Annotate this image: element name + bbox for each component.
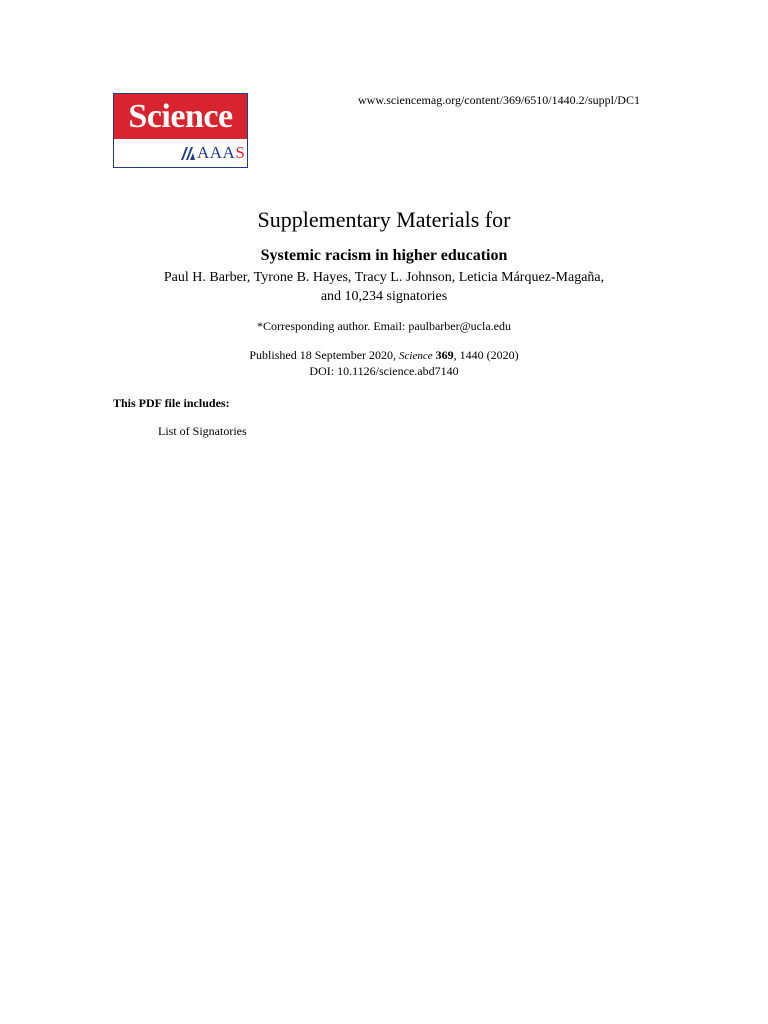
includes-heading: This PDF file includes: — [113, 396, 230, 410]
author-line-1: Paul H. Barber, Tyrone B. Hayes, Tracy L. Johnson, Leticia Márquez-Magaña, — [163, 270, 605, 285]
doi-line[interactable]: DOI: 10.1126/science.abd7140 — [309, 364, 459, 378]
science-aaas-logo — [113, 93, 248, 168]
published-line — [0, 348, 768, 364]
science-wordmark: Science — [114, 94, 247, 139]
journal-pages-year: , 1440 (2020) — [453, 348, 519, 362]
aaas-wordmark-prefix: AAA — [197, 143, 236, 162]
supplement-url[interactable]: www.sciencemag.org/content/369/6510/1440.2/suppl/DC1 — [358, 93, 640, 107]
author-list — [0, 268, 768, 306]
publication-info — [0, 348, 768, 379]
page-title: Supplementary Materials for — [257, 207, 511, 232]
aaas-band — [114, 139, 247, 167]
paper-title: Systemic racism in higher education — [260, 247, 508, 264]
published-prefix: Published 18 September 2020, — [249, 348, 400, 362]
aaas-wordmark-suffix: S — [235, 143, 246, 162]
includes-item: List of Signatories — [158, 424, 247, 438]
aaas-wordmark — [197, 143, 245, 163]
journal-volume: 369 — [435, 348, 454, 362]
aaas-emblem-icon — [180, 145, 196, 161]
journal-name: Science — [399, 350, 433, 362]
author-line-2: and 10,234 signatories — [320, 289, 448, 304]
corresponding-author: *Corresponding author. Email: paulbarber@ucla.edu — [257, 319, 511, 333]
